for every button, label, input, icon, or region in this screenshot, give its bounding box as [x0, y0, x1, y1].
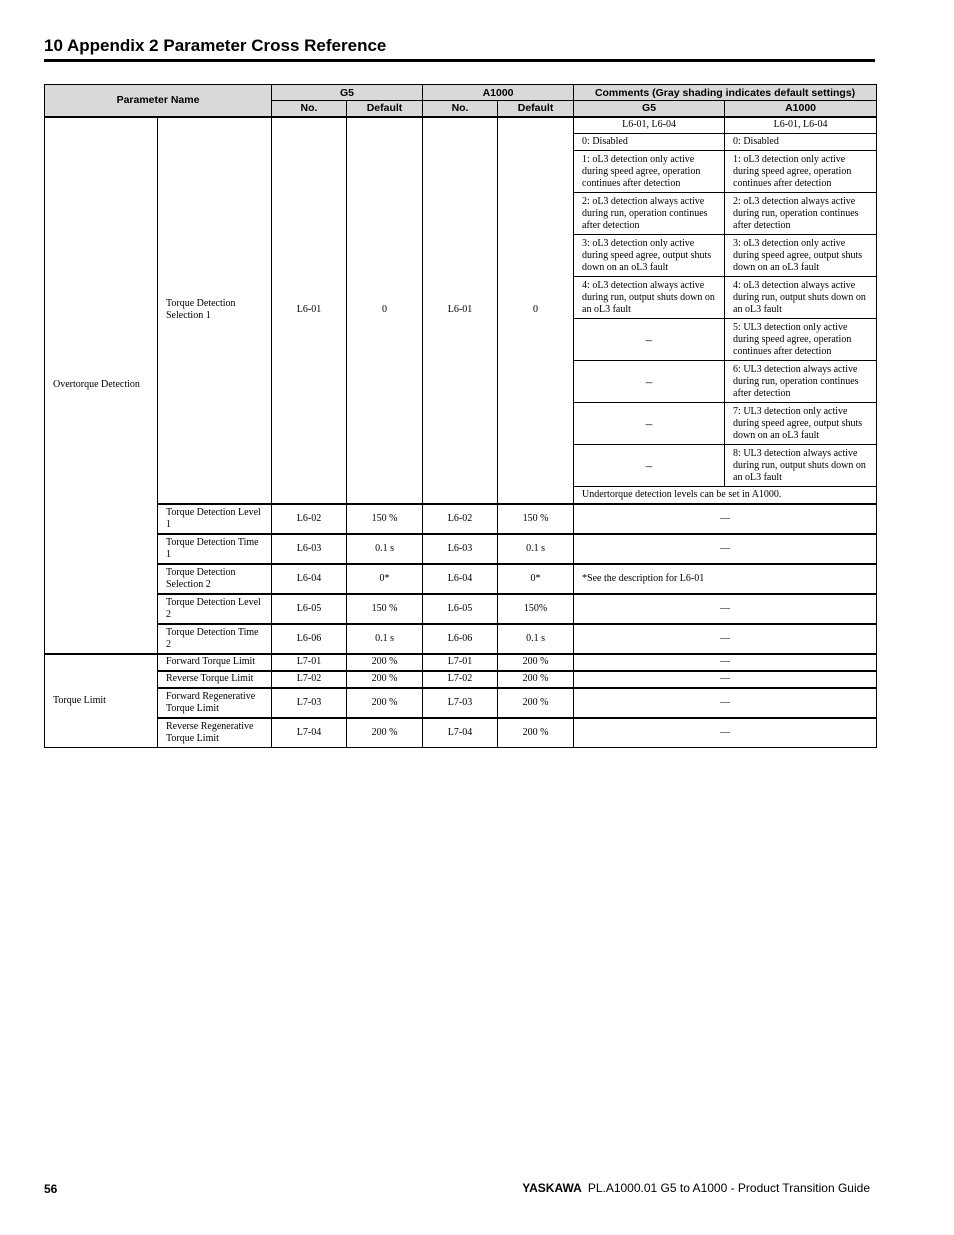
- table-row: [45, 688, 877, 718]
- comment: —: [574, 534, 877, 564]
- a1000-default: 0.1 s: [498, 624, 574, 654]
- g5-default: 200 %: [347, 654, 423, 671]
- comment: —: [574, 654, 877, 671]
- header-g5: G5: [272, 85, 423, 101]
- comment-g5: 3: oL3 detection only active during speed agree, output shuts down on an oL3 fault: [574, 235, 725, 277]
- document-name: PL.A1000.01 G5 to A1000 - Product Transition Guide: [587, 1181, 870, 1195]
- parameter-cross-reference-table: [44, 84, 877, 748]
- g5-number: L6-01: [272, 117, 347, 504]
- a1000-number: L6-05: [423, 594, 498, 624]
- a1000-number: L7-01: [423, 654, 498, 671]
- table-row: [45, 654, 877, 671]
- g5-default: 0.1 s: [347, 624, 423, 654]
- a1000-default: 0: [498, 117, 574, 504]
- comment-a1000: 8: UL3 detection always active during run, output shuts down on an oL3 fault: [725, 445, 877, 487]
- a1000-number: L7-03: [423, 688, 498, 718]
- table-row: [45, 534, 877, 564]
- comment-a1000: 3: oL3 detection only active during speed agree, output shuts down on an oL3 fault: [725, 235, 877, 277]
- comment: *See the description for L6-01: [574, 564, 877, 594]
- comment-g5: L6-01, L6-04: [574, 117, 725, 134]
- comment: —: [574, 671, 877, 688]
- header-a1000-no: No.: [423, 101, 498, 117]
- comment-a1000: 5: UL3 detection only active during speed agree, operation continues after detection: [725, 319, 877, 361]
- table-row: [45, 671, 877, 688]
- g5-number: L6-06: [272, 624, 347, 654]
- g5-default: 150 %: [347, 594, 423, 624]
- comment-g5: 4: oL3 detection always active during run, output shuts down on an oL3 fault: [574, 277, 725, 319]
- page-title: 10 Appendix 2 Parameter Cross Reference: [44, 36, 387, 55]
- g5-number: L6-04: [272, 564, 347, 594]
- comment-g5: –: [574, 403, 725, 445]
- header-g5-no: No.: [272, 101, 347, 117]
- table-row: [45, 564, 877, 594]
- comment-g5: 2: oL3 detection always active during run, operation continues after detection: [574, 193, 725, 235]
- footer-document-title: [522, 1181, 870, 1195]
- comment: —: [574, 504, 877, 534]
- parameter-name: Forward Regenerative Torque Limit: [158, 688, 272, 718]
- g5-number: L6-03: [272, 534, 347, 564]
- g5-default: 200 %: [347, 688, 423, 718]
- parameter-name: Reverse Regenerative Torque Limit: [158, 718, 272, 748]
- comment-a1000: 7: UL3 detection only active during speed agree, output shuts down on an oL3 fault: [725, 403, 877, 445]
- g5-default: 200 %: [347, 718, 423, 748]
- table-row: [45, 504, 877, 534]
- table-row: [45, 718, 877, 748]
- parameter-name: Torque Detection Time 2: [158, 624, 272, 654]
- g5-default: 0: [347, 117, 423, 504]
- parameter-name: Torque Detection Selection 1: [158, 117, 272, 504]
- g5-number: L6-05: [272, 594, 347, 624]
- a1000-default: 200 %: [498, 671, 574, 688]
- comment-a1000: 2: oL3 detection always active during run, operation continues after detection: [725, 193, 877, 235]
- comment-a1000: 4: oL3 detection always active during run, output shuts down on an oL3 fault: [725, 277, 877, 319]
- header-rule: [44, 59, 875, 62]
- group-name: Torque Limit: [45, 654, 158, 748]
- a1000-default: 150 %: [498, 504, 574, 534]
- comment-a1000: 1: oL3 detection only active during speed agree, operation continues after detection: [725, 151, 877, 193]
- comment-g5: –: [574, 445, 725, 487]
- header-comments: Comments (Gray shading indicates default settings): [574, 85, 877, 101]
- header-parameter-name: Parameter Name: [45, 85, 272, 117]
- g5-number: L6-02: [272, 504, 347, 534]
- comment-g5: 1: oL3 detection only active during speed agree, operation continues after detection: [574, 151, 725, 193]
- comment-g5: –: [574, 319, 725, 361]
- parameter-name: Torque Detection Level 2: [158, 594, 272, 624]
- g5-default: 0.1 s: [347, 534, 423, 564]
- a1000-default: 0.1 s: [498, 534, 574, 564]
- group-name: Overtorque Detection: [45, 117, 158, 654]
- page-number: 56: [44, 1182, 58, 1196]
- a1000-number: L7-04: [423, 718, 498, 748]
- comment-a1000: 0: Disabled: [725, 134, 877, 151]
- comment-note: Undertorque detection levels can be set in A1000.: [574, 487, 877, 504]
- table-row: [45, 117, 877, 134]
- comment: —: [574, 594, 877, 624]
- header-comments-g5: G5: [574, 101, 725, 117]
- table-row: [45, 594, 877, 624]
- a1000-number: L6-03: [423, 534, 498, 564]
- comment: —: [574, 688, 877, 718]
- g5-default: 0*: [347, 564, 423, 594]
- a1000-number: L6-06: [423, 624, 498, 654]
- parameter-name: Reverse Torque Limit: [158, 671, 272, 688]
- comment-a1000: L6-01, L6-04: [725, 117, 877, 134]
- parameter-name: Torque Detection Time 1: [158, 534, 272, 564]
- a1000-number: L6-01: [423, 117, 498, 504]
- g5-number: L7-03: [272, 688, 347, 718]
- comment: —: [574, 718, 877, 748]
- a1000-number: L6-04: [423, 564, 498, 594]
- a1000-default: 200 %: [498, 718, 574, 748]
- comment: —: [574, 624, 877, 654]
- g5-number: L7-01: [272, 654, 347, 671]
- g5-default: 150 %: [347, 504, 423, 534]
- g5-number: L7-02: [272, 671, 347, 688]
- comment-a1000: 6: UL3 detection always active during run, operation continues after detection: [725, 361, 877, 403]
- a1000-default: 0*: [498, 564, 574, 594]
- a1000-default: 200 %: [498, 688, 574, 718]
- parameter-name: Torque Detection Level 1: [158, 504, 272, 534]
- parameter-name: Torque Detection Selection 2: [158, 564, 272, 594]
- header-a1000: A1000: [423, 85, 574, 101]
- header-a1000-default: Default: [498, 101, 574, 117]
- comment-g5: 0: Disabled: [574, 134, 725, 151]
- brand-name: YASKAWA: [522, 1181, 582, 1195]
- header-g5-default: Default: [347, 101, 423, 117]
- a1000-default: 150%: [498, 594, 574, 624]
- a1000-number: L6-02: [423, 504, 498, 534]
- a1000-number: L7-02: [423, 671, 498, 688]
- header-comments-a1000: A1000: [725, 101, 877, 117]
- g5-number: L7-04: [272, 718, 347, 748]
- parameter-name: Forward Torque Limit: [158, 654, 272, 671]
- g5-default: 200 %: [347, 671, 423, 688]
- table-row: [45, 624, 877, 654]
- a1000-default: 200 %: [498, 654, 574, 671]
- comment-g5: –: [574, 361, 725, 403]
